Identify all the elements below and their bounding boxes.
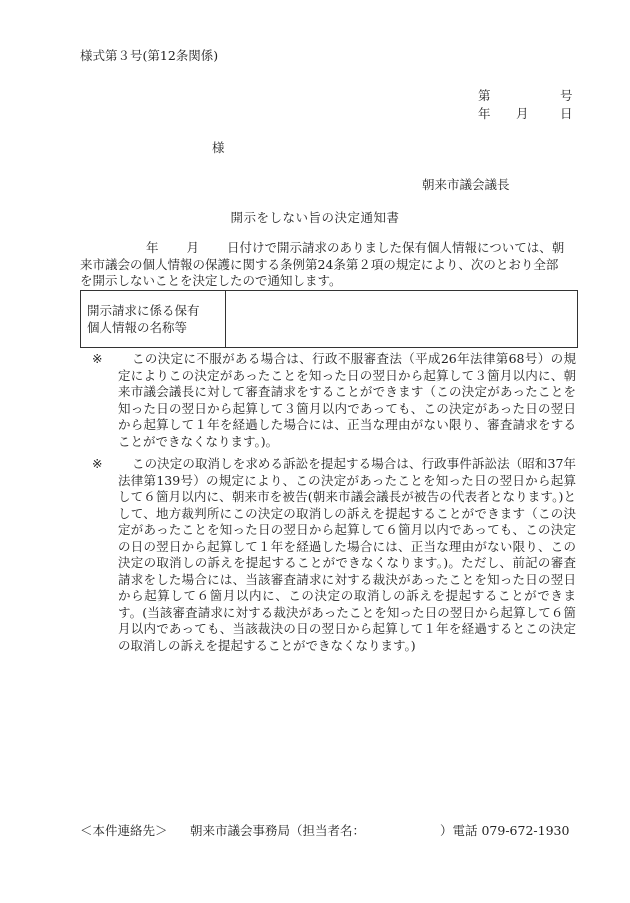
footer-office: 朝来市議会事務局（担当者名：	[190, 823, 366, 838]
document-number-label: 第	[478, 88, 491, 103]
document-number-suffix: 号	[560, 88, 573, 103]
date-month-label: 月	[516, 106, 529, 121]
table-label-line2: 個人情報の名称等	[87, 320, 188, 335]
body-date-year: 年	[146, 240, 159, 255]
body-text: 日付けで開示請求のありました保有個人情報については、朝来市議会の個人情報の保護に関する条例第24条第２項の規定により、次のとおり全部を開示しないことを決定したので通知します。	[80, 240, 565, 288]
body-paragraph	[80, 240, 570, 290]
note-text: この決定に不服がある場合は、行政不服審査法（平成26年法律第68号）の規定によりこの決定があったことを知った日の翌日から起算して３箇月以内に、朝来市議会議長に対して審査請求をすることができます（この決定があったことを知った日の翌日から起算して３箇月以内であっても、この決定があった日の翌日から起算して１年を経過した場合には、正当な理由がない限り、審査請求をすることができなくなります。)。	[118, 351, 576, 449]
footer-contact-label: ＜本件連絡先＞	[80, 823, 168, 838]
body-date-month: 月	[186, 240, 200, 255]
document-title: 開示をしない旨の決定通知書	[230, 210, 400, 225]
table-label-cell	[81, 291, 226, 348]
info-table	[80, 290, 578, 348]
recipient-honorific: 様	[212, 140, 225, 155]
date-day-label: 日	[560, 106, 573, 121]
table-value-cell	[226, 291, 578, 348]
note-item	[78, 456, 578, 654]
table-label-line1: 開示請求に係る保有	[87, 303, 200, 318]
note-mark: ※	[92, 456, 103, 471]
sender-name: 朝来市議会議長	[422, 177, 510, 192]
note-mark: ※	[92, 351, 103, 366]
table-row	[81, 291, 578, 348]
note-text: この決定の取消しを求める訴訟を提起する場合は、行政事件訴訟法（昭和37年法律第139号）の規定により、この決定があったことを知った日の翌日から起算して６箇月以内に、朝来市を被告(朝来市議会議長が被告の代表者となります。)として、地方裁判所にこの決定の取消しの訴えを提起することができます（この決定があったことを知った日の翌日から起算して６箇月以内であっても、この決定の日の翌日から起算して１年を経過した場合には、正当な理由がない限り、この決定の取消しの訴えを提起することができなくなります。)。ただし、前記の審査請求をした場合には、当該審査請求に対する裁決があったことを知った日の翌日から起算して６箇月以内に、この決定の取消しの訴えを提起することができます。(当該審査請求に対する裁決があったことを知った日の翌日から起算して６箇月以内であっても、当該裁決の日の翌日から起算して１年を経過するとこの決定の取消しの訴えを提起することができなくなります。)	[118, 456, 576, 653]
footer-phone: ）電話 079-672-1930	[440, 823, 570, 838]
date-year-label: 年	[478, 106, 491, 121]
note-item	[78, 351, 578, 450]
form-number: 様式第３号(第12条関係)	[80, 48, 219, 63]
